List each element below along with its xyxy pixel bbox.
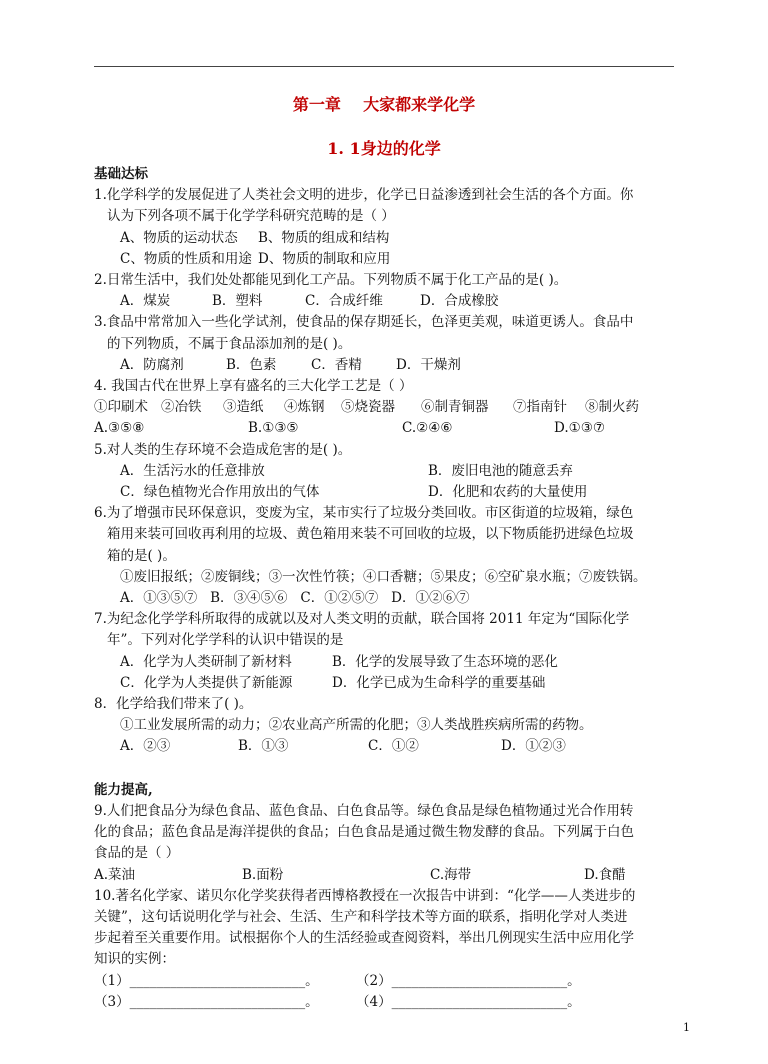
question-2-options [94,291,676,312]
spacer [94,758,676,780]
option-c: C．化学为人类提供了新能源 [120,674,293,691]
section-title: 1. 1身边的化学 [327,139,441,158]
question-5-options-row1 [94,461,676,482]
item-1: ①印刷术 [94,399,148,416]
question-10-blanks-row2 [94,992,676,1013]
question-4-line1: 4. 我国古代在世界上享有盛名的三大化学工艺是（ ） [94,378,413,395]
option-b: B、物质的组成和结构 [258,229,390,246]
question-10-line4: 知识的实例： [94,951,175,968]
chapter-title: 第一章 大家都来学化学 [292,95,476,114]
question-7-line2: 年”。下列对化学学科的认识中错误的是 [107,632,344,649]
question-2-line1: 2.日常生活中，我们处处都能见到化工产品。下列物质不属于化工产品的是( )。 [94,272,568,289]
option-a: A．化学为人类研制了新材料 [120,653,292,670]
question-1-options-row1 [94,228,676,249]
question-4-options [94,418,676,439]
question-8-options [94,736,676,757]
question-1-line2: 认为下列各项不属于化学学科研究范畴的是（ ） [107,208,395,225]
option-d: D．化学已成为生命科学的重要基础 [332,674,546,691]
option-a: A.菜油 [94,866,136,883]
item-7: ⑦指南针 [513,399,567,416]
document-body [94,164,676,1013]
question-10-blanks-row1 [94,971,676,992]
option-c: C、物质的性质和用途 [120,250,252,267]
option-c: C．绿色植物光合作用放出的气体 [120,484,320,501]
question-9-line2: 化的食品；蓝色食品是海洋提供的食品；白色食品是通过微生物发酵的食品。下列属于白色 [94,824,634,841]
question-3-line1: 3.食品中常常加入一些化学试剂，使食品的保存期延长，色泽更美观，味道更诱人。食品中 [94,314,634,331]
question-10-line3: 步起着至关重要作用。试根据你个人的生活经验或查阅资料，举出几例现实生活中应用化学 [94,930,634,947]
question-8-items: ①工业发展所需的动力；②农业高产所需的化肥；③人类战胜疾病所需的药物。 [120,717,593,734]
option-d: D．干燥剂 [396,356,461,373]
question-6-items: ①废旧报纸；②废铜线；③一次性竹筷；④口香糖；⑤果皮；⑥空矿泉水瓶；⑦废铁锅。 [120,568,647,585]
answer-blank-2[interactable]: （2）__________________________。 [356,972,581,989]
answer-blank-1[interactable]: （1）__________________________。 [94,972,319,989]
question-3-options [94,355,676,376]
question-6-line2: 箱用来装可回收再利用的垃圾、黄色箱用来装不可回收的垃圾，以下物质能扔进绿色垃圾 [107,526,634,543]
question-7-options-row1 [94,652,676,673]
option-d: D．①②③ [501,738,566,755]
option-a: A．②③ [120,738,171,755]
question-9-options [94,865,676,886]
question-5-options-row2 [94,482,676,503]
question-6-line3: 箱的是( )。 [107,547,176,564]
question-9-line1: 9.人们把食品分为绿色食品、蓝色食品、白色食品等。绿色食品是绿色植物通过光合作用转 [94,802,634,819]
answer-blank-4[interactable]: （4）__________________________。 [356,993,581,1010]
option-d: D.①③⑦ [554,420,605,437]
option-c: C．①② [368,738,419,755]
question-6-line1: 6.为了增强市民环保意识，变废为宝，某市实行了垃圾分类回收。市区街道的垃圾箱，绿色 [94,505,634,522]
question-3-line2: 的下列物质，不属于食品添加剂的是( )。 [107,335,352,352]
page-number: 1 [683,1021,690,1034]
option-a: A．防腐剂 [120,356,184,373]
question-10-line1: 10.著名化学家、诺贝尔化学奖获得者西博格教授在一次报告中讲到：“化学——人类进步的 [94,887,636,904]
item-8: ⑧制火药 [585,399,639,416]
question-7-line1: 7.为纪念化学学科所取得的成就以及对人类文明的贡献，联合国将 2011 年定为“国际化学 [94,611,630,628]
option-b: B．①③ [238,738,289,755]
option-c: C．合成纤维 [305,293,383,310]
question-10-line2: 关键”，这句话说明化学与社会、生活、生产和科学技术等方面的联系，指明化学对人类进 [94,908,628,925]
header-rule [94,66,674,67]
question-1-line1: 1.化学科学的发展促进了人类社会文明的进步，化学已日益渗透到社会生活的各个方面。你 [94,187,634,204]
item-4: ④炼钢 [284,399,325,416]
section-heading-basic: 基础达标 [94,166,148,182]
option-b: B．化学的发展导致了生态环境的恶化 [332,653,558,670]
question-1-options-row2 [94,249,676,270]
option-d: D.食醋 [584,866,626,883]
option-a: A．煤炭 [120,293,171,310]
option-c: C.②④⑥ [402,420,453,437]
item-3: ③造纸 [223,399,264,416]
option-c: C．香精 [311,356,362,373]
question-7-options-row2 [94,673,676,694]
question-6-options: A．①③⑤⑦ B．③④⑤⑥ C．①②⑤⑦ D．①②⑥⑦ [120,590,470,607]
option-b: B．色素 [226,356,277,373]
section-heading-advanced: 能力提高, [94,781,153,798]
item-6: ⑥制青铜器 [421,399,489,416]
question-5-line1: 5.对人类的生存环境不会造成危害的是( )。 [94,441,352,458]
option-a: A.③⑤⑧ [94,420,145,437]
question-8-line1: 8．化学给我们带来了( )。 [94,696,253,713]
question-4-items [94,397,676,418]
option-b: B.①③⑤ [248,420,299,437]
option-a: A、物质的运动状态 [120,229,238,246]
option-d: D．合成橡胶 [420,293,499,310]
option-b: B.面粉 [242,866,284,883]
answer-blank-3[interactable]: （3）__________________________。 [94,993,319,1010]
option-c: C.海带 [430,866,472,883]
item-5: ⑤烧瓷器 [341,399,395,416]
question-9-line3: 食品的是（ ） [94,845,180,862]
item-2: ②冶铁 [161,399,202,416]
option-d: D、物质的制取和应用 [258,250,391,267]
option-a: A．生活污水的任意排放 [120,462,265,479]
option-d: D．化肥和农药的大量使用 [428,484,588,501]
option-b: B．塑料 [212,293,263,310]
option-b: B．废旧电池的随意丢弃 [428,462,573,479]
